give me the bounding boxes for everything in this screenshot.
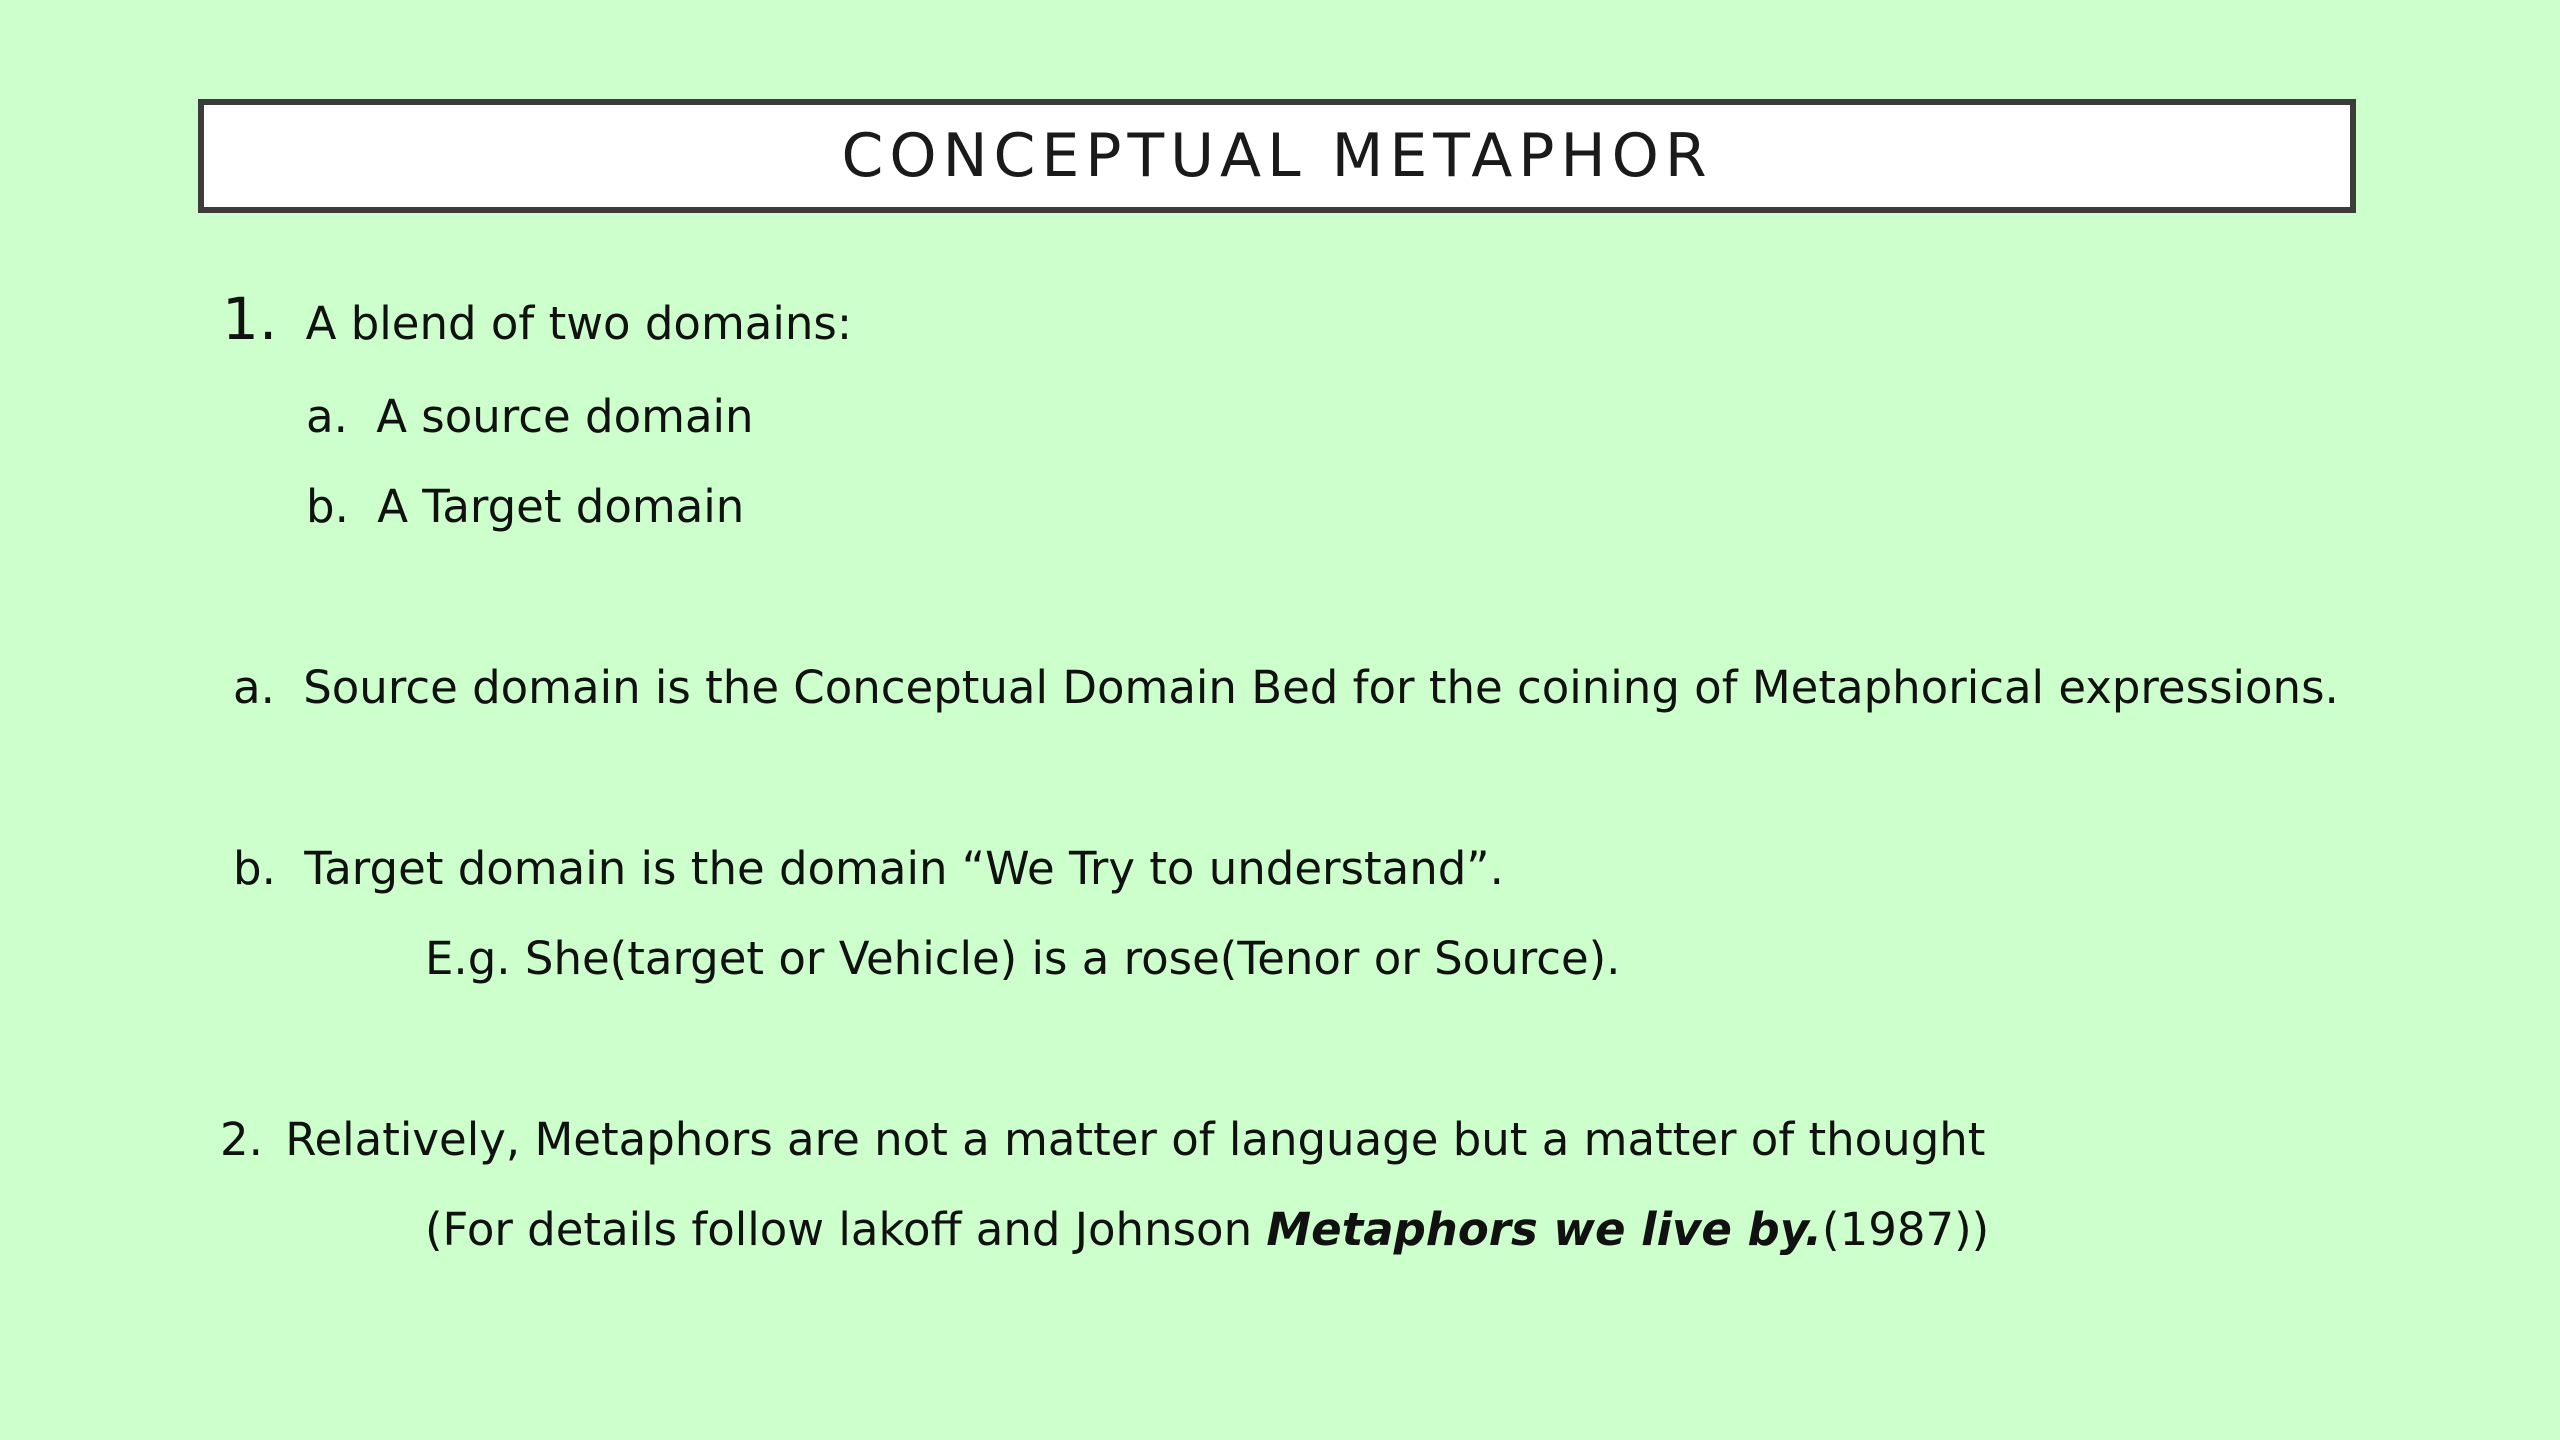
point-1-text: A blend of two domains:	[305, 297, 852, 350]
slide-title: CONCEPTUAL METAPHOR	[841, 121, 1713, 191]
example	[425, 932, 1621, 985]
definition-a	[233, 661, 2339, 714]
sub-b-marker: b.	[306, 480, 349, 533]
point-2-marker: 2.	[220, 1113, 263, 1166]
point-2	[220, 1113, 1986, 1166]
point-2-text: Relatively, Metaphors are not a matter of language but a matter of thought	[285, 1113, 1986, 1166]
point-1-sub-a	[306, 390, 754, 443]
reference-prefix: (For details follow lakoff and Johnson	[425, 1203, 1267, 1256]
definition-b-marker: b.	[233, 842, 276, 895]
point-1-sub-b	[306, 480, 745, 533]
reference	[425, 1203, 1990, 1256]
reference-suffix: (1987))	[1822, 1203, 1990, 1256]
example-text: E.g. She(target or Vehicle) is a rose(Tenor or Source).	[425, 932, 1621, 985]
definition-b-text: Target domain is the domain “We Try to understand”.	[304, 842, 1504, 895]
point-1-marker: 1.	[222, 285, 278, 353]
definition-a-marker: a.	[233, 661, 275, 714]
sub-a-marker: a.	[306, 390, 348, 443]
reference-book-title: Metaphors we live by.	[1266, 1203, 1823, 1256]
sub-b-text: A Target domain	[377, 480, 745, 533]
definition-a-text: Source domain is the Conceptual Domain Bed for the coining of Metaphorical expressions.	[303, 661, 2339, 714]
title-box	[198, 99, 2356, 213]
sub-a-text: A source domain	[376, 390, 754, 443]
definition-b	[233, 842, 1504, 895]
point-1	[222, 285, 852, 353]
